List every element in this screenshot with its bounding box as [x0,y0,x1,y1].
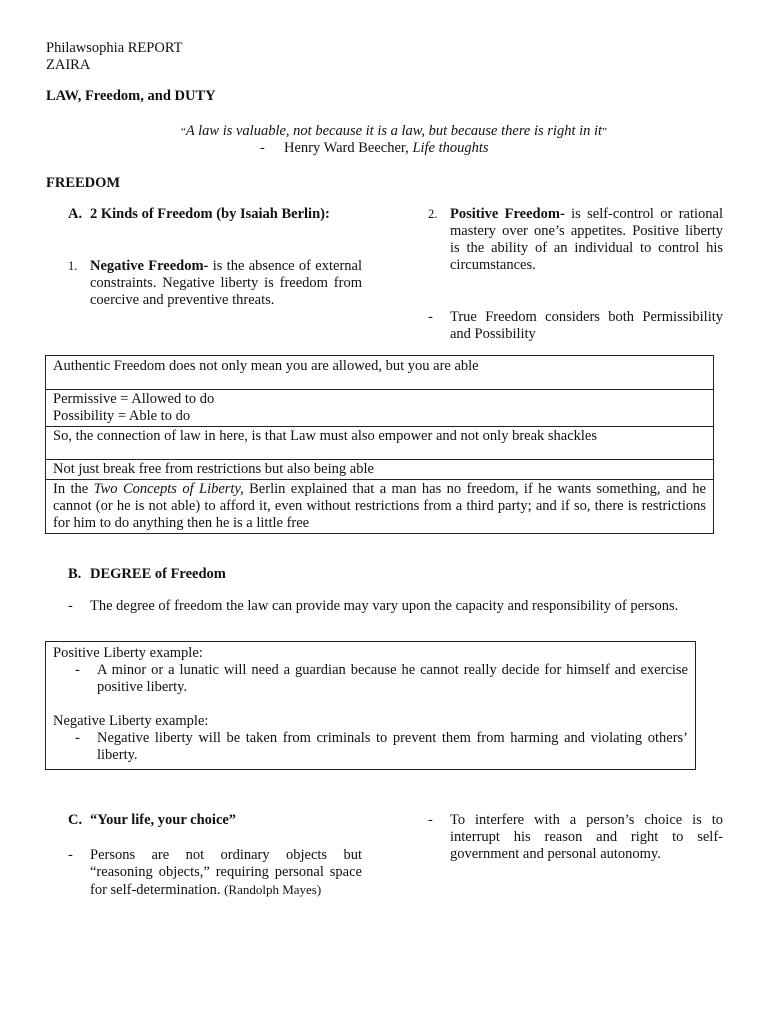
item2-body [450,206,723,274]
right-note-text: To interfere with a person’s choice is to interrupt his reason and right to self-government and personal autonomy. [450,812,723,862]
positive-example-dash: - [75,662,80,678]
attribution-work: Life thoughts [412,140,489,156]
table1-row-authentic [46,356,713,390]
degree-note [68,598,723,615]
table1-row5-pre: In the [53,481,94,497]
item1-number: 1. [68,259,78,273]
positive-example-item [53,662,688,696]
degree-text: The degree of freedom the law can provide may vary upon the capacity and responsibility of persons. [90,598,679,614]
negative-example-item [53,730,688,764]
true-freedom-note [428,309,723,343]
table1-row5-italic: Two Concepts of Liberty, [93,481,244,497]
positive-freedom-item [428,206,723,274]
quote-attribution [260,140,489,157]
table1-row-two-concepts [46,480,713,533]
table1-row-definitions [46,390,713,427]
table1-row-connection [46,427,713,460]
section-a-title: 2 Kinds of Freedom (by Isaiah Berlin): [90,206,330,222]
section-b-title: DEGREE of Freedom [90,566,226,582]
freedom-heading: FREEDOM [46,175,121,191]
true-freedom-dash: - [428,309,433,325]
quote-text: A law is valuable, not because it is a law, but because there is right in it [185,123,603,139]
table1-row5-post: Berlin explained that a man has no freedom, if he wants something, and he cannot (or he is not able) to afford it, even without restrictions from a third party; and if so, there is restrictions for him to do anything then he is a little free [53,481,706,531]
section-b-heading [68,566,226,583]
table1-row3-text: So, the connection of law in here, is that Law must also empower and not only break shackles [53,428,598,444]
left-note-citation: (Randolph Mayes) [224,882,322,897]
page-title: LAW, Freedom, and DUTY [46,88,216,104]
negative-freedom-item [68,258,362,309]
item2-number: 2. [428,207,438,221]
item1-body [90,258,362,309]
section-c-title: “Your life, your choice” [90,812,237,828]
report-name: Philawsophia REPORT [46,40,183,56]
interference-note [428,812,723,863]
quote-open-mark: “ [181,126,186,138]
table1-permissive: Permissive = Allowed to do [53,391,215,407]
section-b-label: B. [68,566,82,582]
liberty-examples-box [45,641,696,770]
author-name: ZAIRA [46,57,91,73]
left-note-body [90,847,362,899]
authentic-freedom-table [45,355,714,534]
table1-row1-text: Authentic Freedom does not only mean you are allowed, but you are able [53,358,479,374]
table1-row-break-free [46,460,713,480]
negative-example-dash: - [75,730,80,746]
section-a-heading [68,206,362,223]
true-freedom-text: True Freedom considers both Permissibility and Possibility [450,309,723,342]
item1-text: is the absence of external constraints. Negative liberty is freedom from coercive and preventive threats. [90,258,362,308]
epigraph-quote [60,123,728,141]
attribution-dash: - [260,140,265,156]
section-c-heading [68,812,236,829]
positive-example-text: A minor or a lunatic will need a guardian because he cannot really decide for himself and exercise positive liberty. [97,662,688,695]
right-dash: - [428,812,433,828]
left-note-text: Persons are not ordinary objects but “reasoning objects,” requiring personal space for self-determination. [90,847,362,898]
table1-row4-text: Not just break free from restrictions but also being able [53,461,374,477]
positive-example-label: Positive Liberty example: [53,645,203,661]
section-a-label: A. [68,206,83,222]
degree-dash: - [68,598,73,614]
negative-example-text: Negative liberty will be taken from criminals to prevent them from harming and violating others’ liberty. [97,730,688,763]
item2-term: Positive Freedom- [450,206,565,222]
table1-possibility: Possibility = Able to do [53,408,191,424]
negative-example-label: Negative Liberty example: [53,713,209,729]
report-header [46,40,182,74]
attribution-author: Henry Ward Beecher, [284,140,413,156]
reasoning-objects-note [68,847,362,899]
left-dash: - [68,847,73,863]
item1-term: Negative Freedom- [90,258,209,274]
item2-text: is self-control or rational mastery over one’s appetites. Positive liberty is the ability of an individual to control his circumstances. [450,206,723,273]
quote-close-mark: ” [602,126,607,138]
section-c-label: C. [68,812,83,828]
